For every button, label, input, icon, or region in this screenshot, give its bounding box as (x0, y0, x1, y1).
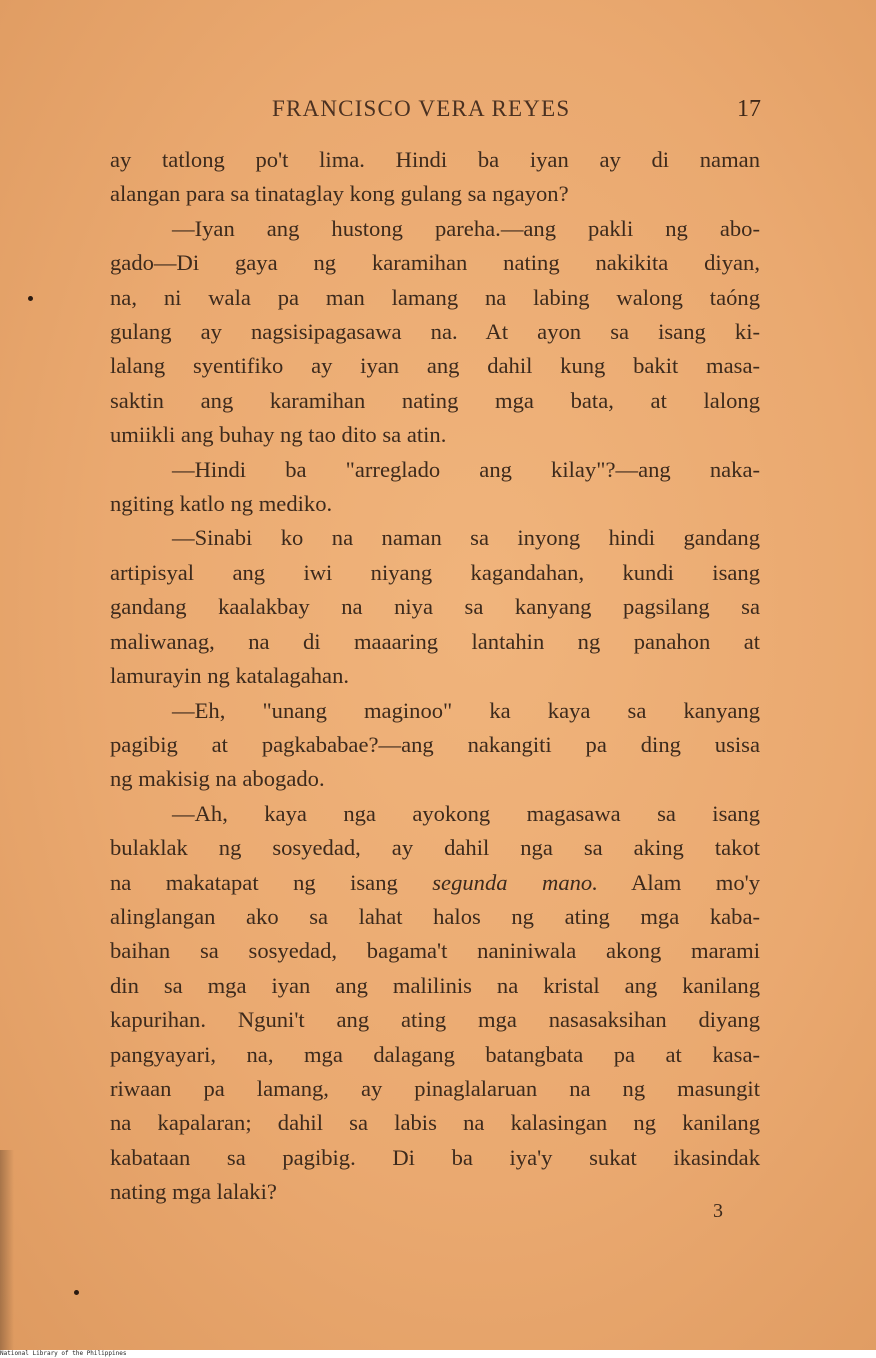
footer-credit: National Library of the Philippines (0, 1350, 127, 1357)
italic-phrase: segunda mano. (432, 869, 598, 895)
text-line: na, ni wala pa man lamang na labing walong taóng (110, 284, 760, 310)
page-header (0, 96, 876, 130)
text-line: —Ah, kaya nga ayokong magasawa sa isang (172, 800, 760, 826)
text-line: —Sinabi ko na naman sa inyong hindi gandang (172, 525, 760, 551)
text-line: pangyayari, na, mga dalagang batangbata pa at kasa- (110, 1041, 760, 1067)
text-line (110, 866, 760, 900)
text-line: artipisyal ang iwi niyang kagandahan, kundi isang (110, 559, 760, 585)
text-line: na kapalaran; dahil sa labis na kalasingan ng kanilang (110, 1110, 760, 1136)
body-text (110, 143, 760, 1210)
text-line: umiikli ang buhay ng tao dito sa atin. (110, 422, 447, 448)
text-segment: na makatapat ng isang (110, 869, 398, 895)
signature-mark: 3 (713, 1200, 723, 1222)
running-title: FRANCISCO VERA REYES (272, 96, 571, 121)
text-line: —Iyan ang hustong pareha.—ang pakli ng abo- (172, 215, 760, 241)
text-line: saktin ang karamihan nating mga bata, at lalong (110, 387, 760, 413)
text-line: ng makisig na abogado. (110, 766, 325, 792)
text-line: riwaan pa lamang, ay pinaglalaruan na ng masungit (110, 1075, 760, 1101)
text-line: lalang syentifiko ay iyan ang dahil kung bakit masa- (110, 353, 760, 379)
text-line: bulaklak ng sosyedad, ay dahil nga sa aking takot (110, 835, 760, 861)
text-line: gandang kaalakbay na niya sa kanyang pagsilang sa (110, 594, 760, 620)
text-line: maliwanag, na di maaaring lantahin ng panahon at (110, 628, 760, 654)
text-line: alinglangan ako sa lahat halos ng ating mga kaba- (110, 903, 760, 929)
text-line: alangan para sa tinataglay kong gulang sa ngayon? (110, 181, 569, 207)
ink-speck (28, 296, 33, 301)
text-segment: Alam mo'y (631, 869, 760, 895)
text-line: ay tatlong po't lima. Hindi ba iyan ay di naman (110, 147, 760, 172)
text-line: baihan sa sosyedad, bagama't naniniwala akong marami (110, 938, 760, 964)
page-edge-shadow (0, 1150, 14, 1350)
text-line: lamurayin ng katalagahan. (110, 663, 350, 689)
text-line: kabataan sa pagibig. Di ba iya'y sukat ikasindak (110, 1144, 760, 1170)
text-line: gado—Di gaya ng karamihan nating nakikita diyan, (110, 250, 760, 276)
text-line: din sa mga iyan ang malilinis na kristal ang kanilang (110, 972, 760, 998)
text-line: pagibig at pagkababae?—ang nakangiti pa ding usisa (110, 731, 760, 757)
text-line: —Hindi ba "arreglado ang kilay"?—ang naka- (172, 456, 760, 482)
text-line: gulang ay nagsisipagasawa na. At ayon sa isang ki- (110, 319, 760, 345)
page-number: 17 (737, 96, 761, 122)
text-line: nating mga lalaki? (110, 1179, 277, 1205)
ink-speck (74, 1290, 79, 1295)
text-line: kapurihan. Nguni't ang ating mga nasasaksihan diyang (110, 1007, 760, 1033)
text-line: —Eh, "unang maginoo" ka kaya sa kanyang (172, 697, 760, 723)
text-line: ngiting katlo ng mediko. (110, 491, 333, 517)
